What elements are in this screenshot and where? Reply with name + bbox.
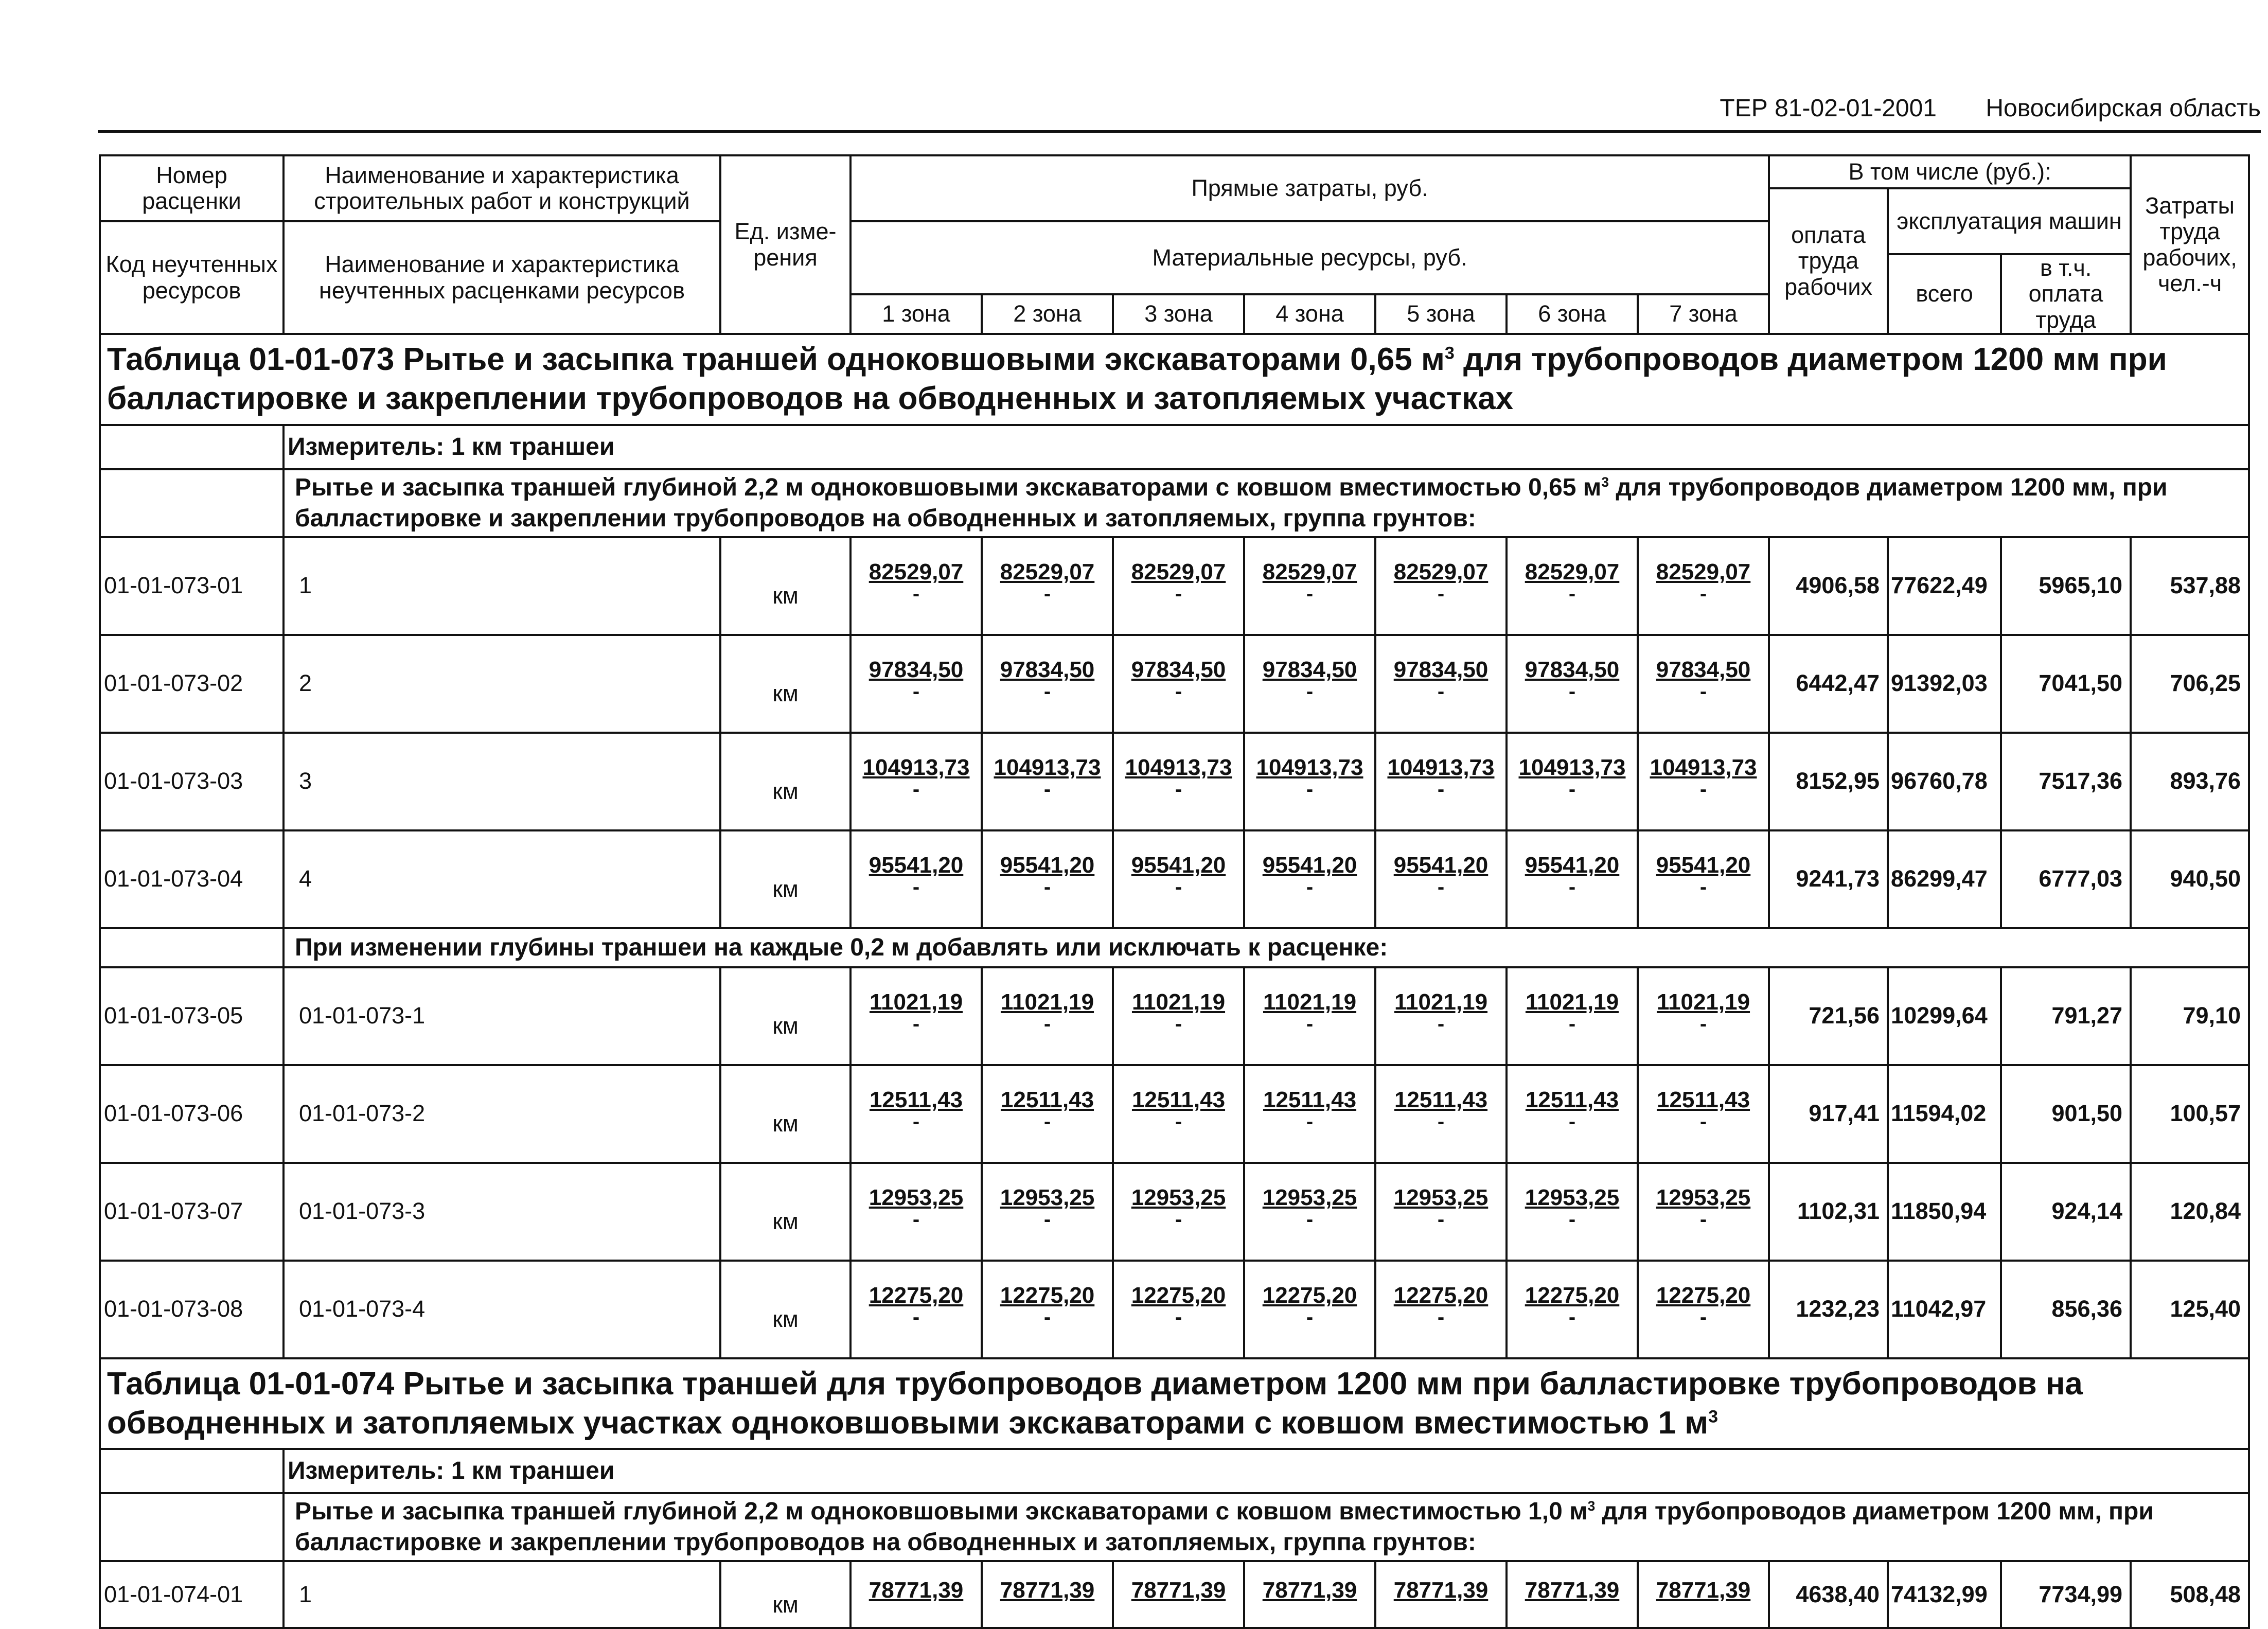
rate-unit: км	[720, 537, 850, 635]
zone-cost	[1113, 635, 1244, 733]
table-row	[100, 830, 2249, 928]
zone-material-dash: -	[1306, 1013, 1314, 1036]
zone-cost	[1507, 635, 1638, 733]
zone-cost	[1375, 830, 1507, 928]
rate-unit: км	[720, 1561, 850, 1628]
labor-hours: 79,10	[2131, 967, 2249, 1065]
zone-material-dash: -	[1043, 876, 1051, 899]
labor-pay: 917,41	[1769, 1065, 1888, 1163]
zone-material-dash: -	[1699, 876, 1707, 899]
zone-cost	[982, 830, 1113, 928]
zone-value: 12275,20	[1262, 1283, 1357, 1308]
labor-pay: 8152,95	[1769, 733, 1888, 830]
zone-value: 12953,25	[1262, 1185, 1357, 1211]
zone-value: 104913,73	[994, 755, 1101, 781]
zone-value: 11021,19	[869, 989, 963, 1015]
zone-material-dash: -	[1306, 876, 1314, 899]
labor-hours: 537,88	[2131, 537, 2249, 635]
zone-material-dash: -	[1437, 582, 1445, 606]
zone-material-dash: -	[1699, 1013, 1707, 1036]
rates-table	[99, 154, 2250, 1629]
machine-total: 77622,49	[1888, 537, 2001, 635]
zone-value: 97834,50	[1393, 657, 1489, 683]
zone-material-dash: -	[1306, 680, 1314, 703]
zone-material-dash: -	[912, 1306, 920, 1329]
header-resource-code: Код неучтенных ресурсов	[100, 221, 284, 334]
zone-value: 97834,50	[1262, 657, 1357, 683]
zone-value: 12275,20	[1393, 1283, 1489, 1308]
zone-cost	[1375, 635, 1507, 733]
machine-total: 86299,47	[1888, 830, 2001, 928]
zone-material-dash: -	[1568, 876, 1576, 899]
zone-cost	[850, 830, 982, 928]
zone-cost	[850, 1065, 982, 1163]
zone-material-dash: -	[1699, 1110, 1707, 1134]
labor-pay: 4906,58	[1769, 537, 1888, 635]
depth-change-note: При изменении глубины траншеи на каждые 0,2 м добавлять или исключать к расценке:	[284, 928, 2249, 967]
zone-material-dash: -	[1043, 1013, 1051, 1036]
zone-material-dash: -	[1437, 1208, 1445, 1231]
rate-name: 01-01-073-4	[284, 1261, 720, 1358]
zone-cost	[1244, 635, 1375, 733]
zone-material-dash: -	[1306, 1208, 1314, 1231]
zone-cost	[1375, 537, 1507, 635]
zone-material-dash: -	[1568, 582, 1576, 606]
zone-cost	[1113, 1561, 1244, 1628]
zone-cost	[1244, 1163, 1375, 1261]
zone-cost	[1113, 967, 1244, 1065]
zone-value: 12953,25	[1131, 1185, 1226, 1211]
zone-value: 12275,20	[869, 1283, 964, 1308]
zone-material-dash: -	[1568, 1013, 1576, 1036]
labor-hours: 893,76	[2131, 733, 2249, 830]
zone-material-dash: -	[1175, 1306, 1182, 1329]
header-rate-number: Номер расценки	[100, 155, 284, 221]
zone-cost	[850, 1561, 982, 1628]
zone-material-dash: -	[1175, 1208, 1182, 1231]
labor-pay: 1102,31	[1769, 1163, 1888, 1261]
zone-cost	[1113, 830, 1244, 928]
zone-value: 97834,50	[1131, 657, 1226, 683]
zone-value: 82529,07	[1393, 559, 1489, 585]
zone-value: 95541,20	[1262, 853, 1357, 878]
labor-hours: 125,40	[2131, 1261, 2249, 1358]
zone-value: 78771,39	[1656, 1577, 1751, 1603]
labor-hours: 940,50	[2131, 830, 2249, 928]
zone-value: 104913,73	[1650, 755, 1757, 781]
header-zone: 2 зона	[982, 294, 1113, 334]
zone-value: 12511,43	[1656, 1087, 1750, 1113]
rate-name: 3	[284, 733, 720, 830]
zone-cost	[1507, 1163, 1638, 1261]
zone-cost	[1507, 830, 1638, 928]
zone-value: 82529,07	[1656, 559, 1751, 585]
rate-unit: км	[720, 1261, 850, 1358]
zone-cost	[1113, 1261, 1244, 1358]
rate-name: 01-01-073-2	[284, 1065, 720, 1163]
table-row	[100, 967, 2249, 1065]
zone-value: 11021,19	[1000, 989, 1094, 1015]
zone-cost	[1375, 1261, 1507, 1358]
zone-value: 78771,39	[1000, 1577, 1095, 1603]
zone-cost	[1244, 537, 1375, 635]
header-labor-pay: оплата труда рабочих	[1769, 188, 1888, 334]
zone-cost	[850, 1261, 982, 1358]
zone-material-dash: -	[1699, 582, 1707, 606]
zone-value: 12275,20	[1525, 1283, 1620, 1308]
header-zone: 4 зона	[1244, 294, 1375, 334]
rate-code: 01-01-074-01	[100, 1561, 284, 1628]
zone-value: 12953,25	[1656, 1185, 1751, 1211]
zone-cost	[850, 733, 982, 830]
rate-unit: км	[720, 635, 850, 733]
zone-material-dash: -	[1043, 1110, 1051, 1134]
zone-material-dash: -	[1568, 680, 1576, 703]
zone-cost	[1638, 733, 1769, 830]
zone-material-dash: -	[1568, 1306, 1576, 1329]
machine-total: 74132,99	[1888, 1561, 2001, 1628]
zone-cost	[1507, 1065, 1638, 1163]
zone-material-dash: -	[1043, 1306, 1051, 1329]
zone-material-dash: -	[1437, 876, 1445, 899]
machine-labor-pay: 5965,10	[2001, 537, 2131, 635]
zone-cost	[1244, 1065, 1375, 1163]
zone-value: 95541,20	[1000, 853, 1095, 878]
zone-material-dash: -	[1306, 1110, 1314, 1134]
zone-material-dash: -	[1043, 582, 1051, 606]
table-row	[100, 1261, 2249, 1358]
zone-cost	[1638, 830, 1769, 928]
zone-cost	[1507, 967, 1638, 1065]
zone-material-dash: -	[1437, 778, 1445, 801]
machine-labor-pay: 7041,50	[2001, 635, 2131, 733]
zone-material-dash: -	[1568, 1208, 1576, 1231]
rate-unit: км	[720, 1065, 850, 1163]
zone-material-dash: -	[912, 582, 920, 606]
zone-cost	[850, 635, 982, 733]
zone-value: 12511,43	[869, 1087, 963, 1113]
zone-material-dash: -	[1437, 1110, 1445, 1134]
table-row	[100, 537, 2249, 635]
rate-code: 01-01-073-04	[100, 830, 284, 928]
machine-labor-pay: 901,50	[2001, 1065, 2131, 1163]
region-name: Новосибирская область	[1986, 95, 2261, 122]
labor-pay: 721,56	[1769, 967, 1888, 1065]
zone-cost	[1507, 1261, 1638, 1358]
rate-name: 2	[284, 635, 720, 733]
zone-value: 95541,20	[1393, 853, 1489, 878]
zone-material-dash: -	[1568, 1110, 1576, 1134]
document-code: ТЕР 81-02-01-2001	[1720, 95, 1937, 122]
rate-unit: км	[720, 967, 850, 1065]
machine-labor-pay: 856,36	[2001, 1261, 2131, 1358]
zone-value: 78771,39	[1131, 1577, 1226, 1603]
zone-value: 82529,07	[1525, 559, 1620, 585]
zone-material-dash: -	[1306, 1306, 1314, 1329]
zone-cost	[1638, 1261, 1769, 1358]
rate-unit: км	[720, 830, 850, 928]
header-zone: 5 зона	[1375, 294, 1507, 334]
header-zone: 6 зона	[1507, 294, 1638, 334]
zone-value: 12511,43	[1263, 1087, 1357, 1113]
zone-cost	[1375, 1561, 1507, 1628]
zone-material-dash: -	[1175, 680, 1182, 703]
zone-value: 82529,07	[1000, 559, 1095, 585]
header-unit: Ед. изме-рения	[720, 155, 850, 334]
rate-name: 01-01-073-1	[284, 967, 720, 1065]
zone-value: 104913,73	[1125, 755, 1232, 781]
zone-value: 12511,43	[1000, 1087, 1094, 1113]
zone-value: 11021,19	[1525, 989, 1619, 1015]
header-labor-cost: Затраты труда рабочих, чел.-ч	[2131, 155, 2249, 334]
zone-value: 12511,43	[1525, 1087, 1619, 1113]
zone-material-dash: -	[1175, 582, 1182, 606]
rate-code: 01-01-073-05	[100, 967, 284, 1065]
zone-cost	[982, 1561, 1113, 1628]
zone-material-dash: -	[1043, 1208, 1051, 1231]
zone-material-dash: -	[912, 778, 920, 801]
zone-value: 97834,50	[1656, 657, 1751, 683]
zone-material-dash: -	[1175, 1013, 1182, 1036]
zone-value: 12953,25	[869, 1185, 964, 1211]
zone-cost	[1638, 537, 1769, 635]
zone-value: 104913,73	[1518, 755, 1626, 781]
zone-value: 82529,07	[1262, 559, 1357, 585]
zone-value: 82529,07	[869, 559, 964, 585]
zone-material-dash: -	[912, 1208, 920, 1231]
zone-cost	[1113, 1065, 1244, 1163]
table-row	[100, 635, 2249, 733]
zone-cost	[982, 635, 1113, 733]
labor-pay: 1232,23	[1769, 1261, 1888, 1358]
zone-cost	[982, 537, 1113, 635]
table-title: Таблица 01-01-073 Рытье и засыпка траншей одноковшовыми экскаваторами 0,65 $м^3$ для трубопроводов диаметром 1200 мм при балластировке и закреплении трубопроводов на обводненных и затопляемых участках	[100, 334, 2249, 425]
labor-pay: 6442,47	[1769, 635, 1888, 733]
zone-value: 82529,07	[1131, 559, 1226, 585]
header-zone: 3 зона	[1113, 294, 1244, 334]
zone-material-dash: -	[1306, 582, 1314, 606]
zone-material-dash: -	[1306, 778, 1314, 801]
zone-cost	[1113, 733, 1244, 830]
zone-cost	[982, 967, 1113, 1065]
zone-cost	[1638, 967, 1769, 1065]
zone-material-dash: -	[1699, 778, 1707, 801]
work-description: Рытье и засыпка траншей глубиной 2,2 м одноковшовыми экскаваторами с ковшом вместимостью 1,0 $м^3$ для трубопроводов диаметром 1200 мм, при балластировке и закреплении трубопроводов на обводненных и затопляемых, группа грунтов:	[284, 1493, 2249, 1561]
zone-value: 78771,39	[1525, 1577, 1620, 1603]
rate-name: 4	[284, 830, 720, 928]
zone-cost	[1244, 1561, 1375, 1628]
zone-value: 11021,19	[1394, 989, 1488, 1015]
rate-name: 1	[284, 537, 720, 635]
zone-cost	[1375, 733, 1507, 830]
zone-value: 12275,20	[1000, 1283, 1095, 1308]
zone-cost	[1244, 830, 1375, 928]
machine-total: 11850,94	[1888, 1163, 2001, 1261]
zone-cost	[1244, 733, 1375, 830]
machine-labor-pay: 7517,36	[2001, 733, 2131, 830]
zone-material-dash: -	[1437, 1306, 1445, 1329]
zone-value: 12953,25	[1000, 1185, 1095, 1211]
zone-material-dash: -	[1043, 778, 1051, 801]
zone-value: 95541,20	[1131, 853, 1226, 878]
zone-material-dash: -	[1568, 778, 1576, 801]
rate-code: 01-01-073-01	[100, 537, 284, 635]
labor-hours: 508,48	[2131, 1561, 2249, 1628]
zone-value: 12275,20	[1656, 1283, 1751, 1308]
zone-cost	[1638, 635, 1769, 733]
rate-name: 1	[284, 1561, 720, 1628]
labor-hours: 100,57	[2131, 1065, 2249, 1163]
zone-value: 97834,50	[869, 657, 964, 683]
zone-value: 95541,20	[1525, 853, 1620, 878]
zone-material-dash: -	[912, 680, 920, 703]
zone-value: 104913,73	[862, 755, 970, 781]
zone-cost	[1638, 1163, 1769, 1261]
zone-value: 11021,19	[1263, 989, 1357, 1015]
zone-material-dash: -	[1437, 1013, 1445, 1036]
page-header	[98, 94, 2261, 133]
zone-value: 97834,50	[1000, 657, 1095, 683]
table-row	[100, 1561, 2249, 1628]
zone-material-dash: -	[1043, 680, 1051, 703]
table-title: Таблица 01-01-074 Рытье и засыпка траншей для трубопроводов диаметром 1200 мм при балластировке трубопроводов на обводненных и затопляемых участках одноковшовыми экскаваторами с ковшом вместимостью 1 $м^3$	[100, 1358, 2249, 1449]
zone-cost	[982, 1261, 1113, 1358]
header-zone: 1 зона	[850, 294, 982, 334]
zone-value: 12275,20	[1131, 1283, 1226, 1308]
machine-total: 96760,78	[1888, 733, 2001, 830]
zone-value: 78771,39	[1262, 1577, 1357, 1603]
machine-labor-pay: 7734,99	[2001, 1561, 2131, 1628]
rate-name: 01-01-073-3	[284, 1163, 720, 1261]
zone-material-dash: -	[912, 1110, 920, 1134]
measure-unit: Измеритель: 1 км траншеи	[284, 1449, 2249, 1493]
rate-code: 01-01-073-07	[100, 1163, 284, 1261]
zone-material-dash: -	[1699, 1306, 1707, 1329]
header-incl-labor: в т.ч. оплата труда	[2001, 254, 2131, 334]
zone-cost	[850, 1163, 982, 1261]
zone-cost	[1638, 1065, 1769, 1163]
machine-total: 91392,03	[1888, 635, 2001, 733]
zone-value: 11021,19	[1656, 989, 1750, 1015]
zone-value: 12511,43	[1394, 1087, 1488, 1113]
labor-hours: 706,25	[2131, 635, 2249, 733]
zone-cost	[982, 1163, 1113, 1261]
rate-code: 01-01-073-03	[100, 733, 284, 830]
zone-cost	[1375, 1065, 1507, 1163]
zone-cost	[982, 1065, 1113, 1163]
zone-cost	[982, 733, 1113, 830]
rate-unit: км	[720, 733, 850, 830]
header-zone: 7 зона	[1638, 294, 1769, 334]
machine-total: 10299,64	[1888, 967, 2001, 1065]
zone-cost	[850, 967, 982, 1065]
table-row	[100, 733, 2249, 830]
labor-hours: 120,84	[2131, 1163, 2249, 1261]
zone-material-dash: -	[1175, 1110, 1182, 1134]
zone-cost	[1507, 537, 1638, 635]
zone-value: 12953,25	[1393, 1185, 1489, 1211]
zone-material-dash: -	[1175, 778, 1182, 801]
zone-cost	[850, 537, 982, 635]
zone-cost	[1507, 1561, 1638, 1628]
machine-total: 11042,97	[1888, 1261, 2001, 1358]
zone-value: 78771,39	[869, 1577, 964, 1603]
zone-material-dash: -	[1699, 680, 1707, 703]
rate-code: 01-01-073-08	[100, 1261, 284, 1358]
zone-cost	[1375, 967, 1507, 1065]
zone-cost	[1113, 537, 1244, 635]
labor-pay: 9241,73	[1769, 830, 1888, 928]
zone-value: 95541,20	[1656, 853, 1751, 878]
measure-unit: Измеритель: 1 км траншеи	[284, 425, 2249, 469]
header-material-resources: Материальные ресурсы, руб.	[850, 221, 1769, 294]
header-resource-name: Наименование и характеристика неучтенных расценками ресурсов	[284, 221, 720, 334]
zone-value: 12953,25	[1525, 1185, 1620, 1211]
machine-labor-pay: 924,14	[2001, 1163, 2131, 1261]
zone-material-dash: -	[912, 1013, 920, 1036]
zone-material-dash: -	[912, 876, 920, 899]
table-row	[100, 1065, 2249, 1163]
header-total: всего	[1888, 254, 2001, 334]
header-direct-costs: Прямые затраты, руб.	[850, 155, 1769, 221]
zone-material-dash: -	[1175, 876, 1182, 899]
zone-cost	[1244, 967, 1375, 1065]
zone-material-dash: -	[1699, 1208, 1707, 1231]
zone-value: 12511,43	[1131, 1087, 1226, 1113]
zone-value: 78771,39	[1393, 1577, 1489, 1603]
machine-labor-pay: 6777,03	[2001, 830, 2131, 928]
zone-cost	[1375, 1163, 1507, 1261]
rate-code: 01-01-073-02	[100, 635, 284, 733]
header-machine-use: эксплуатация машин	[1888, 188, 2131, 254]
zone-cost	[1638, 1561, 1769, 1628]
zone-value: 104913,73	[1387, 755, 1495, 781]
zone-value: 97834,50	[1525, 657, 1620, 683]
rate-unit: км	[720, 1163, 850, 1261]
table-row	[100, 1163, 2249, 1261]
labor-pay: 4638,40	[1769, 1561, 1888, 1628]
zone-value: 11021,19	[1131, 989, 1226, 1015]
zone-cost	[1244, 1261, 1375, 1358]
zone-value: 95541,20	[869, 853, 964, 878]
machine-total: 11594,02	[1888, 1065, 2001, 1163]
rate-code: 01-01-073-06	[100, 1065, 284, 1163]
zone-value: 104913,73	[1256, 755, 1363, 781]
machine-labor-pay: 791,27	[2001, 967, 2131, 1065]
zone-cost	[1507, 733, 1638, 830]
work-description: Рытье и засыпка траншей глубиной 2,2 м одноковшовыми экскаваторами с ковшом вместимостью 0,65 $м^3$ для трубопроводов диаметром 1200 мм, при балластировке и закреплении трубопроводов на обводненных и затопляемых, группа грунтов:	[284, 469, 2249, 537]
header-work-name: Наименование и характеристика строительных работ и конструкций	[284, 155, 720, 221]
zone-cost	[1113, 1163, 1244, 1261]
zone-material-dash: -	[1437, 680, 1445, 703]
header-incl: В том числе (руб.):	[1769, 155, 2131, 188]
